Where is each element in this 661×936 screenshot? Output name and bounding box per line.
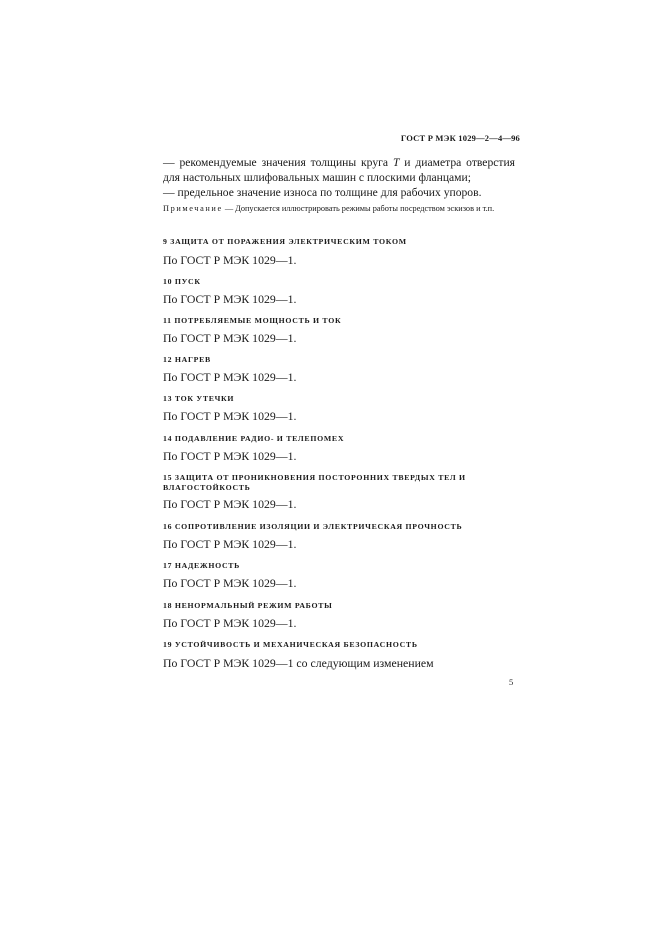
section-19-text: По ГОСТ Р МЭК 1029—1 со следующим изменением [163, 656, 434, 670]
section-10-text: По ГОСТ Р МЭК 1029—1. [163, 292, 297, 306]
section-10-title: 10 ПУСК [163, 277, 201, 286]
section-13-text: По ГОСТ Р МЭК 1029—1. [163, 409, 297, 423]
section-9-title: 9 ЗАЩИТА ОТ ПОРАЖЕНИЯ ЭЛЕКТРИЧЕСКИМ ТОКОМ [163, 237, 407, 246]
intro-item-thickness [163, 155, 515, 185]
page-number: 5 [509, 677, 514, 687]
variable-T: Т [392, 156, 400, 169]
intro-item-thickness-cont: и диаметра отверстия для настольных шлифовальных машин с плоскими фланцами; [163, 156, 515, 184]
note-text: — Допускается иллюстрировать режимы работы посредством эскизов и т.п. [224, 204, 495, 213]
section-16-text: По ГОСТ Р МЭК 1029—1. [163, 537, 297, 551]
section-15-title: 15 ЗАЩИТА ОТ ПРОНИКНОВЕНИЯ ПОСТОРОННИХ ТВЕРДЫХ ТЕЛ И ВЛАГОСТОЙКОСТЬ [163, 473, 466, 492]
page-header-standard-code: ГОСТ Р МЭК 1029—2—4—96 [400, 133, 520, 143]
section-12-text: По ГОСТ Р МЭК 1029—1. [163, 370, 297, 384]
section-19-title: 19 УСТОЙЧИВОСТЬ И МЕХАНИЧЕСКАЯ БЕЗОПАСНОСТЬ [163, 640, 418, 649]
note-block [163, 204, 515, 215]
section-14-text: По ГОСТ Р МЭК 1029—1. [163, 449, 297, 463]
section-17-title: 17 НАДЕЖНОСТЬ [163, 561, 241, 570]
section-18-text: По ГОСТ Р МЭК 1029—1. [163, 616, 297, 630]
intro-item-wear: — предельное значение износа по толщине для рабочих упоров. [163, 186, 482, 199]
section-15-text: По ГОСТ Р МЭК 1029—1. [163, 497, 297, 511]
section-9-text: По ГОСТ Р МЭК 1029—1. [163, 253, 297, 267]
intro-list [163, 155, 515, 200]
section-11-title: 11 ПОТРЕБЛЯЕМЫЕ МОЩНОСТЬ И ТОК [163, 316, 342, 325]
section-16-title: 16 СОПРОТИВЛЕНИЕ ИЗОЛЯЦИИ И ЭЛЕКТРИЧЕСКАЯ ПРОЧНОСТЬ [163, 522, 463, 531]
section-14-title: 14 ПОДАВЛЕНИЕ РАДИО- И ТЕЛЕПОМЕХ [163, 434, 345, 443]
section-18-title: 18 НЕНОРМАЛЬНЫЙ РЕЖИМ РАБОТЫ [163, 601, 333, 610]
intro-item-thickness-text: — рекомендуемые значения толщины круга [163, 156, 389, 169]
note-label: Примечание [163, 204, 223, 213]
section-11-text: По ГОСТ Р МЭК 1029—1. [163, 331, 297, 345]
section-17-text: По ГОСТ Р МЭК 1029—1. [163, 576, 297, 590]
section-12-title: 12 НАГРЕВ [163, 355, 211, 364]
section-13-title: 13 ТОК УТЕЧКИ [163, 394, 235, 403]
